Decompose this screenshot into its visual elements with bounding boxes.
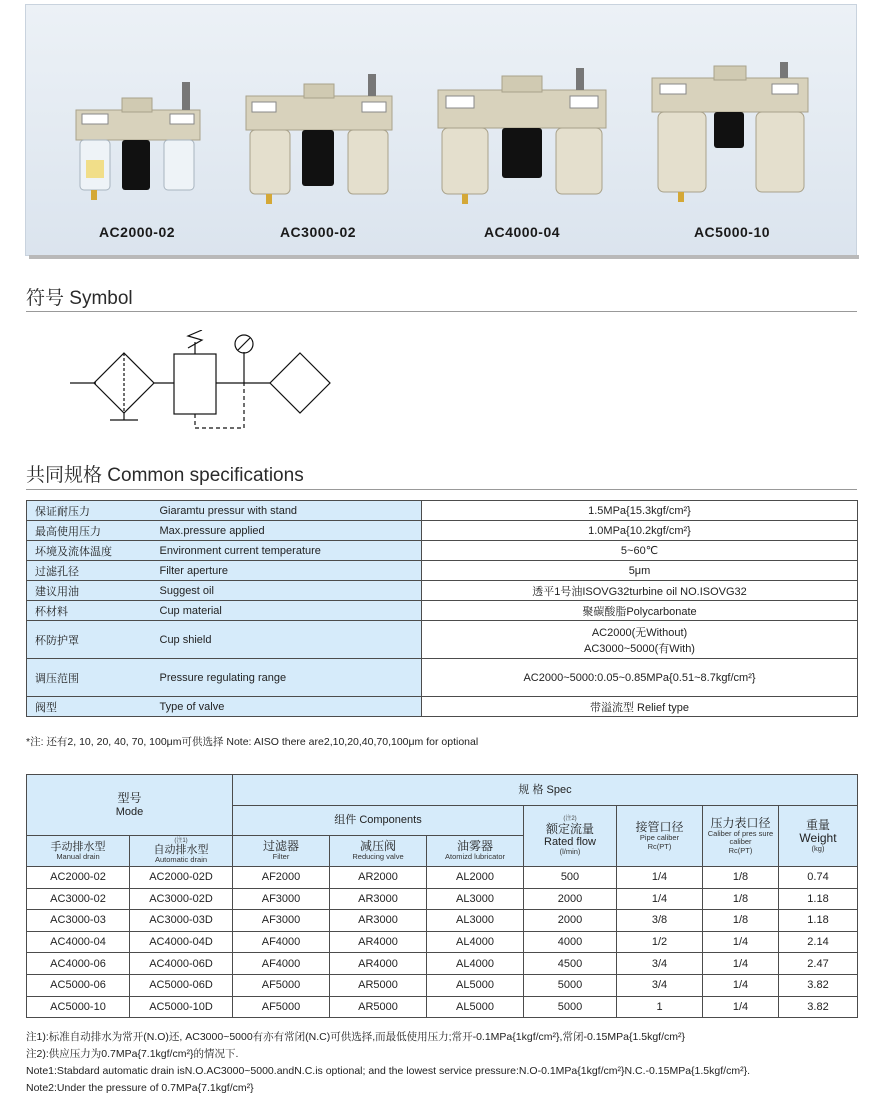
lubricator-cell: AL4000: [427, 953, 524, 975]
model-header: [27, 775, 233, 836]
gauge-caliber-cell: 1/4: [703, 953, 779, 975]
gauge-caliber-cell: 1/8: [703, 888, 779, 910]
reducing-valve-cell: AR4000: [330, 931, 427, 953]
gauge-caliber-cell: 1/8: [703, 867, 779, 889]
auto-drain-cell: AC3000-03D: [130, 910, 233, 932]
spec-label-zh: 坏境及流体温度: [27, 541, 152, 561]
rated-flow-cell: 2000: [524, 888, 617, 910]
weight-cell: 0.74: [779, 867, 858, 889]
product-image-ac5000: [650, 62, 810, 204]
lubricator-cell: AL5000: [427, 974, 524, 996]
filter-cell: AF2000: [233, 867, 330, 889]
spec-row: [27, 561, 858, 581]
lubricator-cell: AL3000: [427, 888, 524, 910]
weight-cell: 1.18: [779, 910, 858, 932]
spec-value: 1.0MPa{10.2kgf/cm²}: [422, 521, 858, 541]
spec-row: [27, 501, 858, 521]
spec-row: [27, 581, 858, 601]
manual-drain-zh: 手动排水型: [50, 840, 106, 853]
weight-cell: 2.14: [779, 931, 858, 953]
manual-drain-cell: AC5000-10: [27, 996, 130, 1018]
footnote-1-zh: 注1):标准自动排水为常开(N.O)还, AC3000~5000有亦有常闭(N.C)可供选择,而最低使用压力;常开-0.1MPa{1kgf/cm²},常闭-0.15MPa{1.5kgf/cm²}: [26, 1031, 686, 1043]
pipe-caliber-header: [617, 806, 703, 867]
model-spec-table: [26, 774, 858, 1018]
reducing-valve-cell: AR5000: [330, 996, 427, 1018]
weight-cell: 1.18: [779, 888, 858, 910]
lubricator-cell: AL3000: [427, 910, 524, 932]
reducing-valve-cell: AR5000: [330, 974, 427, 996]
spec-label-en: Filter aperture: [152, 561, 422, 581]
spec-value: AC2000~5000:0.05~0.85MPa{0.51~8.7kgf/cm²}: [422, 659, 858, 697]
auto-drain-header: [130, 836, 233, 867]
spec-label-zh: 阀型: [27, 697, 152, 717]
rated-flow-cell: 500: [524, 867, 617, 889]
auto-drain-cell: AC4000-06D: [130, 953, 233, 975]
gauge-caliber-unit: Rc(PT): [728, 845, 753, 855]
common-specs-table: [26, 500, 858, 717]
spec-label-en: Cup material: [152, 601, 422, 621]
pipe-caliber-unit: Rc(PT): [647, 841, 672, 851]
pipe-caliber-en: Pipe caliber: [639, 833, 680, 843]
spec-value: 5μm: [422, 561, 858, 581]
table-row: [27, 910, 858, 932]
rated-flow-note: (注2): [563, 815, 577, 822]
spec-value-line-1: AC2000(无Without): [591, 626, 688, 639]
filter-header: [233, 836, 330, 867]
spec-label-en: Suggest oil: [152, 581, 422, 601]
spec-row: [27, 601, 858, 621]
lubricator-cell: AL5000: [427, 996, 524, 1018]
spec-label-en: Environment current temperature: [152, 541, 422, 561]
product-label-ac5000: AC5000-10: [693, 224, 771, 240]
product-label-ac4000: AC4000-04: [483, 224, 561, 240]
lubricator-cell: AL4000: [427, 931, 524, 953]
rated-flow-unit: (l/min): [559, 846, 581, 856]
spec-label-zh: 调压范围: [27, 659, 152, 697]
auto-drain-cell: AC4000-04D: [130, 931, 233, 953]
filter-cell: AF3000: [233, 910, 330, 932]
rated-flow-cell: 4500: [524, 953, 617, 975]
gauge-caliber-cell: 1/4: [703, 974, 779, 996]
lubricator-en: Atomizd lubricator: [444, 852, 506, 862]
auto-drain-zh: 自动排水型: [153, 844, 209, 857]
common-specs-title: 共同规格 Common specifications: [26, 465, 304, 486]
spec-label-en: Type of valve: [152, 697, 422, 717]
auto-drain-cell: AC2000-02D: [130, 867, 233, 889]
manual-drain-cell: AC5000-06: [27, 974, 130, 996]
auto-drain-cell: AC5000-06D: [130, 974, 233, 996]
manual-drain-cell: AC3000-03: [27, 910, 130, 932]
banner-shadow: [29, 255, 859, 259]
product-image-ac4000: [436, 68, 608, 208]
model-rows: [27, 867, 858, 1018]
gauge-caliber-header: [703, 806, 779, 867]
spec-label-zh: 建议用油: [27, 581, 152, 601]
common-specs-rule: [26, 489, 857, 490]
components-header: 组件 Components: [233, 806, 524, 836]
spec-label-en: Giaramtu pressur with stand: [152, 501, 422, 521]
pipe-caliber-cell: 3/4: [617, 974, 703, 996]
pneumatic-symbol-diagram: [70, 330, 340, 434]
rated-flow-cell: 5000: [524, 996, 617, 1018]
spec-label-zh: 杯材料: [27, 601, 152, 621]
reducing-valve-cell: AR2000: [330, 867, 427, 889]
gauge-caliber-en: Caliber of pres sure caliber: [707, 829, 774, 847]
weight-en: Weight: [799, 830, 837, 845]
manual-drain-cell: AC2000-02: [27, 867, 130, 889]
auto-drain-cell: AC3000-02D: [130, 888, 233, 910]
spec-row: [27, 659, 858, 697]
weight-header: [779, 806, 858, 867]
spec-row: [27, 621, 858, 659]
pipe-caliber-cell: 1/2: [617, 931, 703, 953]
symbol-section-rule: [26, 311, 857, 312]
rated-flow-cell: 5000: [524, 974, 617, 996]
filter-zh: 过滤器: [262, 839, 299, 854]
rated-flow-zh: 额定流量: [545, 821, 594, 836]
footnote-1-en: Note1:Stabdard automatic drain isN.O.AC3000~5000.andN.C.is optional; and the lowest service pressure:N.O-0.1MPa{1kgf/cm²}N.C.-0.15MPa{1.5kgf/cm²}.: [26, 1065, 750, 1077]
manual-drain-cell: AC4000-04: [27, 931, 130, 953]
weight-unit: (kg): [811, 844, 825, 854]
rated-flow-en: Rated flow: [544, 835, 596, 848]
product-image-ac2000: [72, 78, 202, 208]
manual-drain-en: Manual drain: [56, 851, 100, 861]
reducing-valve-cell: AR4000: [330, 953, 427, 975]
pipe-caliber-cell: 1: [617, 996, 703, 1018]
weight-cell: 2.47: [779, 953, 858, 975]
gauge-caliber-cell: 1/8: [703, 910, 779, 932]
spec-label-zh: 杯防护罩: [27, 621, 152, 659]
manual-drain-cell: AC4000-06: [27, 953, 130, 975]
reducing-valve-zh: 减压阀: [359, 839, 396, 854]
spec-label-en: Max.pressure applied: [152, 521, 422, 541]
product-label-ac2000: AC2000-02: [98, 224, 176, 240]
symbol-section-title: 符号 Symbol: [26, 288, 133, 309]
pipe-caliber-cell: 1/4: [617, 867, 703, 889]
footnote-2-en: Note2:Under the pressure of 0.7MPa{7.1kgf/cm²}: [26, 1082, 254, 1094]
gauge-caliber-cell: 1/4: [703, 931, 779, 953]
filter-cell: AF5000: [233, 974, 330, 996]
product-image-ac3000: [244, 72, 394, 208]
manual-drain-header: [27, 836, 130, 867]
spec-row: [27, 521, 858, 541]
spec-value: 带溢流型 Relief type: [422, 697, 858, 717]
footnote-2-zh: 注2):供应压力为0.7MPa{7.1kgf/cm²}的情况下.: [26, 1048, 239, 1060]
spec-value: 透平1号油ISOVG32turbine oil NO.ISOVG32: [422, 581, 858, 601]
spec-row: [27, 541, 858, 561]
filter-cell: AF4000: [233, 953, 330, 975]
reducing-valve-header: [330, 836, 427, 867]
auto-drain-cell: AC5000-10D: [130, 996, 233, 1018]
reducing-valve-en: Reducing valve: [352, 852, 404, 862]
weight-cell: 3.82: [779, 996, 858, 1018]
filter-cell: AF4000: [233, 931, 330, 953]
product-label-ac3000: AC3000-02: [279, 224, 357, 240]
lubricator-header: [427, 836, 524, 867]
spec-value: 1.5MPa{15.3kgf/cm²}: [422, 501, 858, 521]
table-row: [27, 953, 858, 975]
reducing-valve-cell: AR3000: [330, 888, 427, 910]
model-header-zh: 型号: [117, 791, 142, 806]
manual-drain-cell: AC3000-02: [27, 888, 130, 910]
auto-drain-note: (注1): [174, 837, 188, 844]
rated-flow-cell: 4000: [524, 931, 617, 953]
pipe-caliber-zh: 接管口径: [635, 820, 684, 835]
auto-drain-en: Automatic drain: [154, 855, 208, 865]
rated-flow-cell: 2000: [524, 910, 617, 932]
weight-zh: 重量: [805, 817, 830, 832]
filter-cell: AF5000: [233, 996, 330, 1018]
model-header-en: Mode: [115, 805, 144, 818]
lubricator-zh: 油雾器: [456, 839, 493, 854]
spec-value: 聚碳酸脂Polycarbonate: [422, 601, 858, 621]
spec-label-en: Cup shield: [152, 621, 422, 659]
weight-cell: 3.82: [779, 974, 858, 996]
gauge-caliber-cell: 1/4: [703, 996, 779, 1018]
filter-en: Filter: [272, 852, 290, 862]
spec-row: [27, 697, 858, 717]
spec-label-zh: 过滤孔径: [27, 561, 152, 581]
table-row: [27, 931, 858, 953]
spec-label-en: Pressure regulating range: [152, 659, 422, 697]
spec-value: [422, 621, 858, 659]
filter-cell: AF3000: [233, 888, 330, 910]
lubricator-cell: AL2000: [427, 867, 524, 889]
reducing-valve-cell: AR3000: [330, 910, 427, 932]
spec-header: 规 格 Spec: [233, 775, 858, 806]
table-row: [27, 974, 858, 996]
footnotes: [26, 1029, 750, 1097]
spec-label-zh: 最高使用压力: [27, 521, 152, 541]
gauge-caliber-zh: 压力表口径: [710, 816, 771, 831]
optional-aperture-note: *注: 还有2, 10, 20, 40, 70, 100μm可供选择 Note: AISO there are2,10,20,40,70,100μm for optional: [26, 736, 479, 748]
table-row: [27, 888, 858, 910]
pipe-caliber-cell: 3/4: [617, 953, 703, 975]
pipe-caliber-cell: 1/4: [617, 888, 703, 910]
rated-flow-header: [524, 806, 617, 867]
spec-label-zh: 保证耐压力: [27, 501, 152, 521]
table-row: [27, 867, 858, 889]
pipe-caliber-cell: 3/8: [617, 910, 703, 932]
spec-value: 5~60℃: [422, 541, 858, 561]
table-row: [27, 996, 858, 1018]
spec-value-line-2: AC3000~5000(有With): [584, 642, 695, 655]
